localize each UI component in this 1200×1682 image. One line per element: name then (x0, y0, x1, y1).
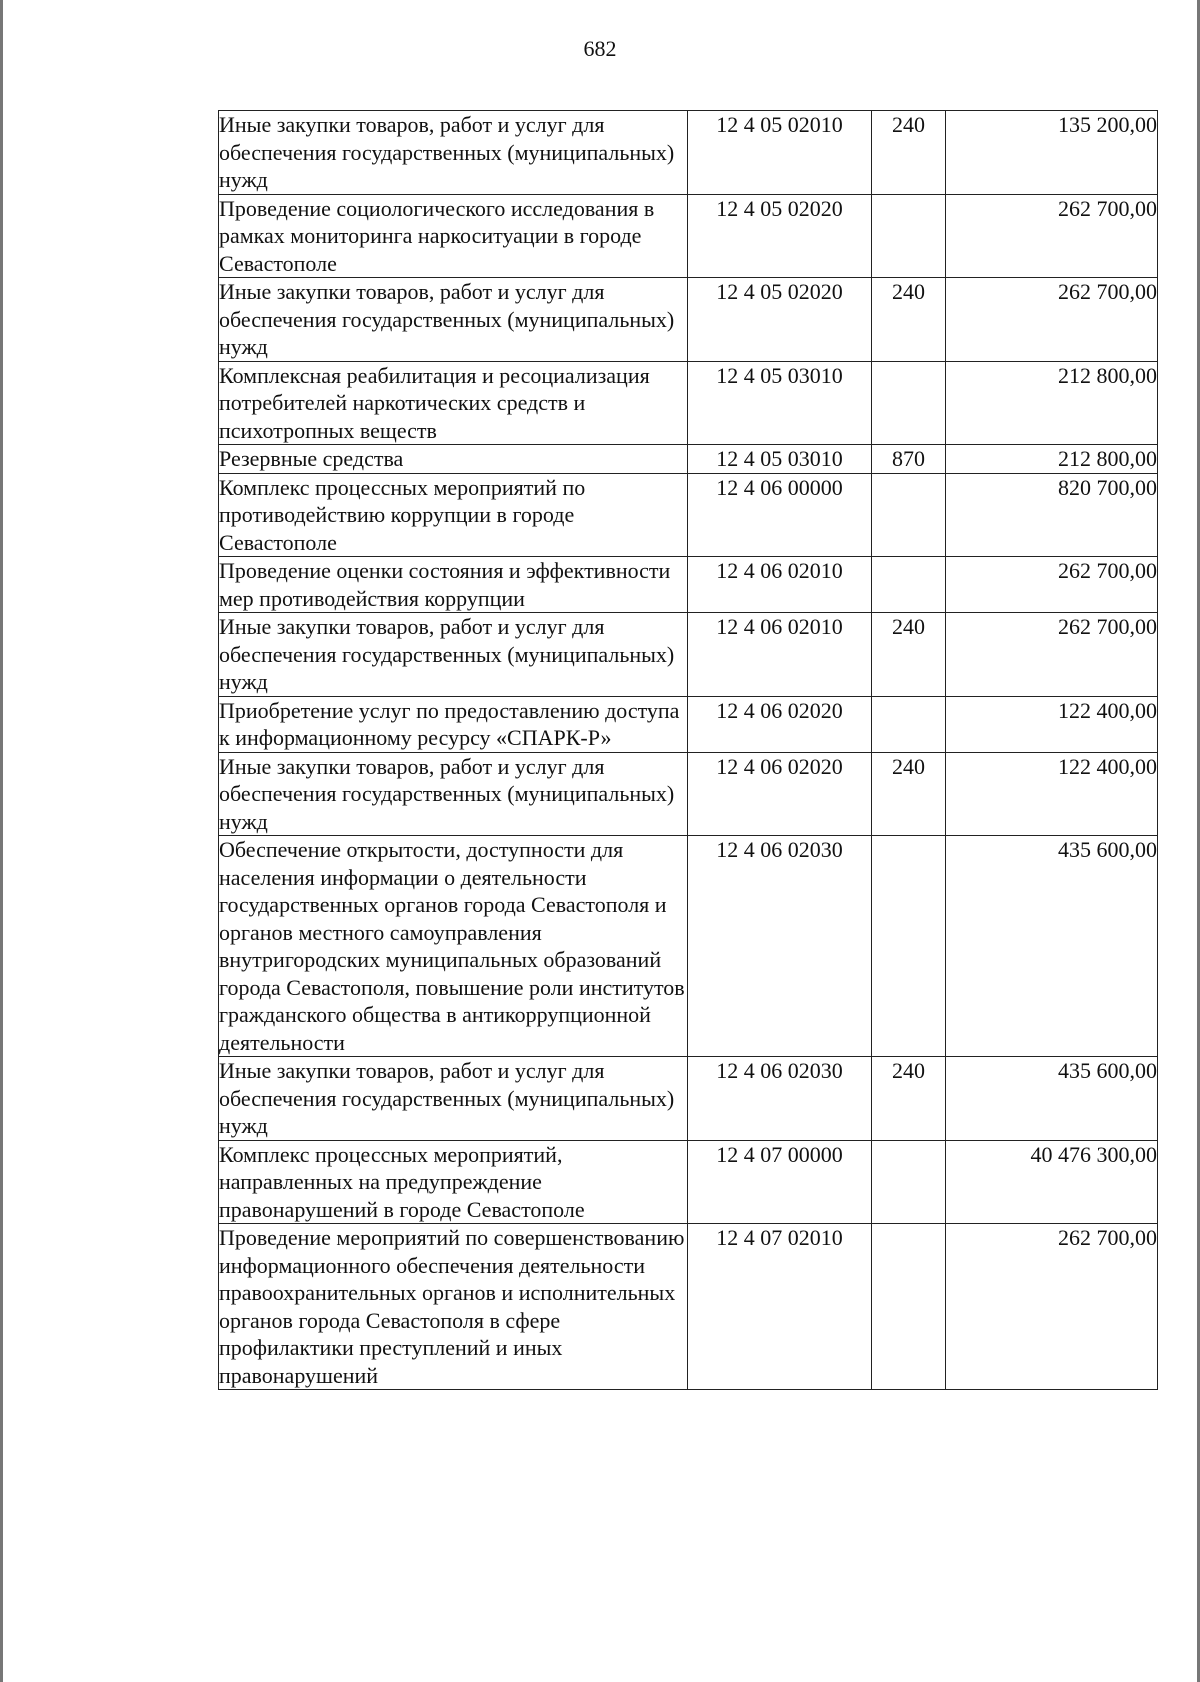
expense-type-cell: 870 (872, 445, 946, 474)
expense-type-cell (872, 473, 946, 557)
expense-type-cell (872, 1140, 946, 1224)
item-name-cell: Проведение оценки состояния и эффективности мер противодействия коррупции (219, 557, 688, 613)
amount-cell: 262 700,00 (946, 557, 1158, 613)
table-row (219, 752, 1158, 836)
amount-cell: 262 700,00 (946, 194, 1158, 278)
table-row (219, 194, 1158, 278)
target-article-code-cell: 12 4 06 02020 (688, 752, 872, 836)
table-row (219, 473, 1158, 557)
target-article-code-cell: 12 4 06 02010 (688, 557, 872, 613)
item-name-cell: Комплекс процессных мероприятий, направленных на предупреждение правонарушений в городе Севастополе (219, 1140, 688, 1224)
expense-type-cell: 240 (872, 752, 946, 836)
expense-type-cell: 240 (872, 278, 946, 362)
target-article-code-cell: 12 4 06 02020 (688, 696, 872, 752)
item-name-cell: Приобретение услуг по предоставлению доступа к информационному ресурсу «СПАРК-Р» (219, 696, 688, 752)
budget-table-body (219, 111, 1158, 1390)
table-row (219, 696, 1158, 752)
item-name-cell: Комплексная реабилитация и ресоциализация потребителей наркотических средств и психотропных веществ (219, 361, 688, 445)
table-row (219, 1057, 1158, 1141)
expense-type-cell: 240 (872, 111, 946, 195)
item-name-cell: Обеспечение открытости, доступности для населения информации о деятельности государственных органов города Севастополя и органов местного самоуправления внутригородских муниципальных образований города Севастополя, повышение роли институтов гражданского общества в антикоррупционной деятельности (219, 836, 688, 1057)
item-name-cell: Иные закупки товаров, работ и услуг для обеспечения государственных (муниципальных) нужд (219, 613, 688, 697)
target-article-code-cell: 12 4 07 00000 (688, 1140, 872, 1224)
table-row (219, 613, 1158, 697)
item-name-cell: Иные закупки товаров, работ и услуг для обеспечения государственных (муниципальных) нужд (219, 752, 688, 836)
expense-type-cell (872, 1224, 946, 1390)
expense-type-cell (872, 696, 946, 752)
target-article-code-cell: 12 4 05 02020 (688, 194, 872, 278)
expense-type-cell: 240 (872, 1057, 946, 1141)
expense-type-cell (872, 361, 946, 445)
scan-edge-left (0, 0, 3, 1682)
amount-cell: 212 800,00 (946, 445, 1158, 474)
item-name-cell: Резервные средства (219, 445, 688, 474)
target-article-code-cell: 12 4 05 03010 (688, 361, 872, 445)
amount-cell: 262 700,00 (946, 1224, 1158, 1390)
target-article-code-cell: 12 4 05 02020 (688, 278, 872, 362)
amount-cell: 262 700,00 (946, 278, 1158, 362)
target-article-code-cell: 12 4 06 00000 (688, 473, 872, 557)
amount-cell: 122 400,00 (946, 696, 1158, 752)
page-number: 682 (583, 36, 617, 61)
expense-type-cell (872, 194, 946, 278)
amount-cell: 135 200,00 (946, 111, 1158, 195)
target-article-code-cell: 12 4 05 02010 (688, 111, 872, 195)
table-row (219, 1140, 1158, 1224)
expense-type-cell: 240 (872, 613, 946, 697)
amount-cell: 40 476 300,00 (946, 1140, 1158, 1224)
target-article-code-cell: 12 4 06 02010 (688, 613, 872, 697)
amount-cell: 122 400,00 (946, 752, 1158, 836)
target-article-code-cell: 12 4 05 03010 (688, 445, 872, 474)
target-article-code-cell: 12 4 06 02030 (688, 1057, 872, 1141)
expense-type-cell (872, 557, 946, 613)
amount-cell: 820 700,00 (946, 473, 1158, 557)
target-article-code-cell: 12 4 07 02010 (688, 1224, 872, 1390)
amount-cell: 435 600,00 (946, 836, 1158, 1057)
target-article-code-cell: 12 4 06 02030 (688, 836, 872, 1057)
item-name-cell: Иные закупки товаров, работ и услуг для обеспечения государственных (муниципальных) нужд (219, 278, 688, 362)
table-row (219, 361, 1158, 445)
table-row (219, 1224, 1158, 1390)
item-name-cell: Проведение социологического исследования в рамках мониторинга наркоситуации в городе Севастополе (219, 194, 688, 278)
table-row (219, 557, 1158, 613)
amount-cell: 262 700,00 (946, 613, 1158, 697)
item-name-cell: Иные закупки товаров, работ и услуг для обеспечения государственных (муниципальных) нужд (219, 1057, 688, 1141)
table-row (219, 278, 1158, 362)
item-name-cell: Комплекс процессных мероприятий по противодействию коррупции в городе Севастополе (219, 473, 688, 557)
item-name-cell: Проведение мероприятий по совершенствованию информационного обеспечения деятельности правоохранительных органов и исполнительных органов города Севастополя в сфере профилактики преступлений и иных правонарушений (219, 1224, 688, 1390)
expense-type-cell (872, 836, 946, 1057)
item-name-cell: Иные закупки товаров, работ и услуг для обеспечения государственных (муниципальных) нужд (219, 111, 688, 195)
amount-cell: 435 600,00 (946, 1057, 1158, 1141)
table-row (219, 836, 1158, 1057)
budget-table (218, 110, 1158, 1390)
table-row (219, 111, 1158, 195)
amount-cell: 212 800,00 (946, 361, 1158, 445)
table-row (219, 445, 1158, 474)
